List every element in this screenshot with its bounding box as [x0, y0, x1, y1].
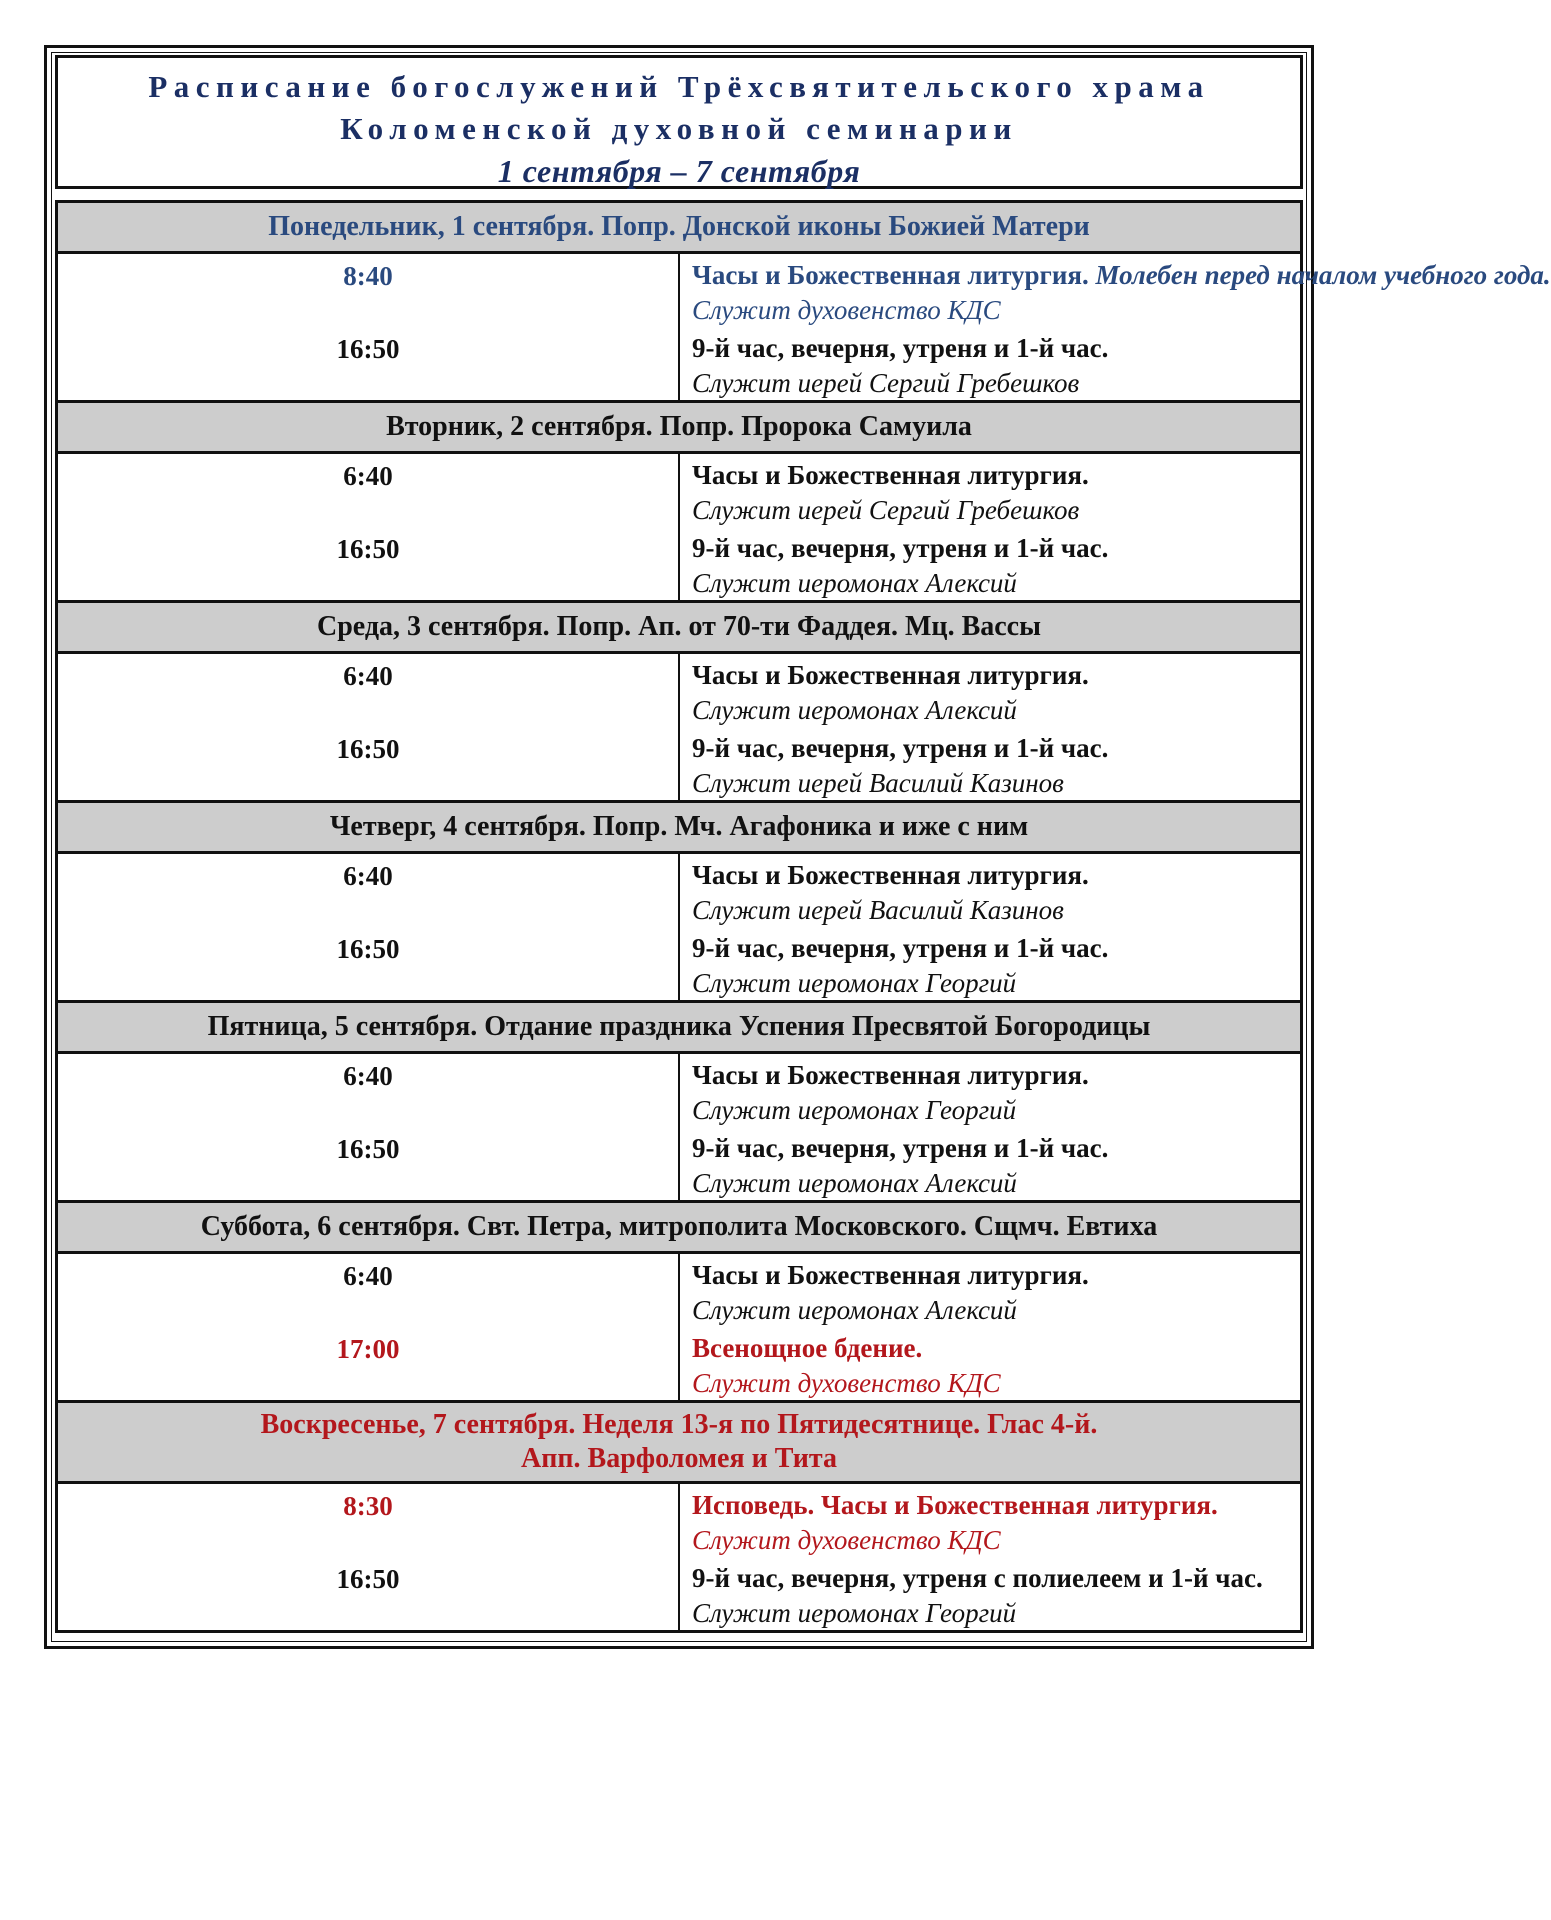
service-name — [692, 1561, 1300, 1596]
day-services-row — [57, 1253, 1302, 1402]
service-column — [679, 1253, 1302, 1402]
day-header-row — [57, 1202, 1302, 1253]
day-services-row — [57, 1483, 1302, 1632]
time-slot — [58, 1327, 678, 1400]
day-header-text: Пятница, 5 сентября. Отдание праздника Успения Пресвятой Богородицы — [207, 1011, 1151, 1042]
officiant: Служит иеромонах Алексий — [692, 1168, 1017, 1198]
service-name — [692, 331, 1300, 366]
officiant: Служит иеромонах Алексий — [692, 568, 1017, 598]
time-column — [57, 1253, 680, 1402]
day-header-text: Среда, 3 сентября. Попр. Ап. от 70-ти Фаддея. Мц. Вассы — [317, 611, 1041, 642]
service-title: 9-й час, вечерня, утреня с полиелеем и 1-й час. — [692, 1563, 1263, 1593]
time-slot — [58, 254, 678, 327]
officiant: Служит духовенство КДС — [692, 1525, 1001, 1555]
time-slot — [58, 654, 678, 727]
time-slot — [58, 1557, 678, 1630]
officiant: Служит иерей Сергий Гребешков — [692, 495, 1080, 525]
officiant: Служит иеромонах Алексий — [692, 1295, 1017, 1325]
service-time: 8:40 — [343, 261, 393, 291]
day-header-text-2: Апп. Варфоломея и Тита — [521, 1443, 837, 1474]
service-column — [679, 1053, 1302, 1202]
service-name — [692, 1258, 1300, 1293]
service-item — [692, 454, 1300, 527]
officiant: Служит иерей Сергий Гребешков — [692, 368, 1080, 398]
time-column — [57, 853, 680, 1002]
schedule-table — [55, 200, 1551, 1633]
officiant: Служит иерей Василий Казинов — [692, 768, 1064, 798]
time-slot — [58, 1484, 678, 1557]
time-slot — [58, 854, 678, 927]
day-header-row — [57, 1002, 1302, 1053]
service-name — [692, 1331, 1300, 1366]
time-slot — [58, 1054, 678, 1127]
service-item — [692, 927, 1300, 1000]
service-name — [692, 1131, 1300, 1166]
service-time: 16:50 — [336, 1564, 400, 1594]
service-item — [692, 854, 1300, 927]
service-time: 16:50 — [336, 1134, 400, 1164]
time-column — [57, 253, 680, 402]
service-item — [692, 654, 1300, 727]
service-time: 6:40 — [343, 461, 393, 491]
service-column — [679, 1483, 1302, 1632]
time-slot — [58, 927, 678, 1000]
day-header — [57, 1402, 1302, 1483]
service-name — [692, 258, 1551, 293]
time-column — [57, 1053, 680, 1202]
day-header-text: Суббота, 6 сентября. Свт. Петра, митрополита Московского. Сщмч. Евтиха — [200, 1211, 1158, 1242]
service-item — [692, 327, 1300, 400]
service-item — [692, 254, 1551, 327]
service-item — [692, 1254, 1300, 1327]
day-header — [57, 402, 1302, 453]
service-time: 16:50 — [336, 334, 400, 364]
day-header-row — [57, 1402, 1302, 1483]
service-time: 16:50 — [336, 734, 400, 764]
service-title: Часы и Божественная литургия. — [692, 660, 1089, 690]
service-title: Исповедь. Часы и Божественная литургия. — [692, 1490, 1218, 1520]
day-header-text: Четверг, 4 сентября. Попр. Мч. Агафоника и иже с ним — [329, 811, 1029, 842]
service-item — [692, 1054, 1300, 1127]
service-column — [679, 453, 1302, 602]
officiant: Служит иеромонах Георгий — [692, 968, 1017, 998]
day-services-row — [57, 1053, 1302, 1202]
time-slot — [58, 1127, 678, 1200]
service-title: Часы и Божественная литургия. — [692, 260, 1089, 290]
schedule-title-box — [55, 55, 1303, 189]
service-title: Всенощное бдение. — [692, 1333, 923, 1363]
service-column — [679, 253, 1551, 402]
day-header — [57, 802, 1302, 853]
service-item — [692, 1557, 1300, 1630]
service-item — [692, 1127, 1300, 1200]
day-header — [57, 202, 1302, 253]
day-services-row — [57, 253, 1302, 402]
time-column — [57, 1483, 680, 1632]
time-slot — [58, 527, 678, 600]
service-item — [692, 727, 1300, 800]
time-column — [57, 653, 680, 802]
service-title: 9-й час, вечерня, утреня и 1-й час. — [692, 1133, 1109, 1163]
service-column — [679, 853, 1302, 1002]
officiant: Служит иеромонах Георгий — [692, 1598, 1017, 1628]
day-header — [57, 1202, 1302, 1253]
service-title: Часы и Божественная литургия. — [692, 1260, 1089, 1290]
service-name — [692, 931, 1300, 966]
officiant: Служит духовенство КДС — [692, 1368, 1001, 1398]
service-time: 6:40 — [343, 661, 393, 691]
title-line-1: Расписание богослужений Трёхсвятительского храма — [148, 69, 1210, 104]
officiant: Служит духовенство КДС — [692, 295, 1001, 325]
service-name — [692, 658, 1300, 693]
service-title: 9-й час, вечерня, утреня и 1-й час. — [692, 933, 1109, 963]
day-header-row — [57, 802, 1302, 853]
day-header — [57, 1002, 1302, 1053]
officiant: Служит иеромонах Георгий — [692, 1095, 1017, 1125]
service-name — [692, 1058, 1300, 1093]
service-title: Часы и Божественная литургия. — [692, 860, 1089, 890]
title-line-2: Коломенской духовной семинарии — [340, 111, 1018, 146]
service-title: 9-й час, вечерня, утреня и 1-й час. — [692, 533, 1109, 563]
day-services-row — [57, 453, 1302, 602]
day-header-text: Воскресенье, 7 сентября. Неделя 13-я по Пятидесятнице. Глас 4-й. — [260, 1409, 1098, 1440]
service-item — [692, 1327, 1300, 1400]
service-title: 9-й час, вечерня, утреня и 1-й час. — [692, 733, 1109, 763]
service-time: 16:50 — [336, 934, 400, 964]
time-column — [57, 453, 680, 602]
service-item — [692, 1484, 1300, 1557]
service-time: 6:40 — [343, 1061, 393, 1091]
service-title: Часы и Божественная литургия. — [692, 1060, 1089, 1090]
officiant: Служит иеромонах Алексий — [692, 695, 1017, 725]
day-header-row — [57, 202, 1302, 253]
service-name — [692, 531, 1300, 566]
day-services-row — [57, 653, 1302, 802]
service-column — [679, 653, 1302, 802]
time-slot — [58, 1254, 678, 1327]
service-time: 17:00 — [336, 1334, 400, 1364]
time-slot — [58, 727, 678, 800]
service-name — [692, 1488, 1300, 1523]
service-time: 6:40 — [343, 861, 393, 891]
service-name — [692, 731, 1300, 766]
service-title: Часы и Божественная литургия. — [692, 460, 1089, 490]
day-header-text: Понедельник, 1 сентября. Попр. Донской иконы Божией Матери — [268, 211, 1090, 242]
day-header-row — [57, 402, 1302, 453]
service-time: 6:40 — [343, 1261, 393, 1291]
title-dates: 1 сентября – 7 сентября — [497, 153, 861, 189]
time-slot — [58, 454, 678, 527]
officiant: Служит иерей Василий Казинов — [692, 895, 1064, 925]
service-extra: Молебен перед началом учебного года. — [1088, 260, 1551, 290]
day-services-row — [57, 853, 1302, 1002]
service-name — [692, 858, 1300, 893]
day-header — [57, 602, 1302, 653]
service-time: 8:30 — [343, 1491, 393, 1521]
time-slot — [58, 327, 678, 400]
service-item — [692, 527, 1300, 600]
service-time: 16:50 — [336, 534, 400, 564]
day-header-row — [57, 602, 1302, 653]
day-header-text: Вторник, 2 сентября. Попр. Пророка Самуила — [386, 411, 972, 442]
service-name — [692, 458, 1300, 493]
service-title: 9-й час, вечерня, утреня и 1-й час. — [692, 333, 1109, 363]
